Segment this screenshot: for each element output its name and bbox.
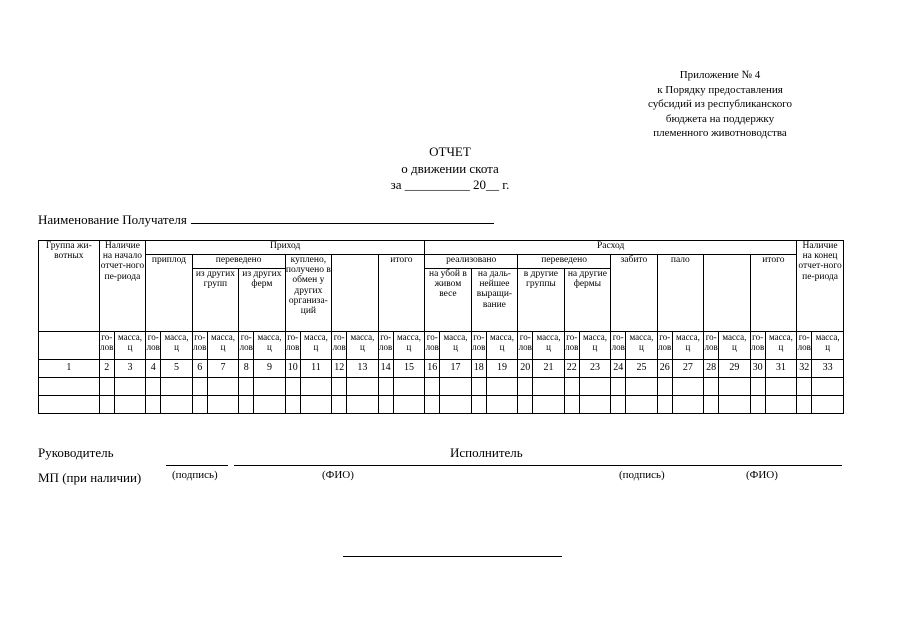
report-subtitle: о движении скота [401, 160, 499, 176]
header-expense: Расход [425, 241, 797, 255]
header-slaughtered: забито [611, 255, 657, 332]
data-cell[interactable] [719, 396, 750, 414]
data-cell[interactable] [518, 378, 533, 396]
annex-line: бюджета на поддержку [665, 112, 775, 125]
unit-mass-cell: масса, ц [300, 332, 331, 360]
data-cell[interactable] [533, 396, 564, 414]
data-cell[interactable] [99, 378, 114, 396]
data-cell[interactable] [114, 396, 145, 414]
header-transferred-out: переведено [518, 255, 611, 269]
column-number-cell: 31 [765, 360, 796, 378]
recipient-label: Наименование Получателя [38, 212, 187, 227]
data-cell[interactable] [254, 378, 285, 396]
data-cell[interactable] [300, 396, 331, 414]
data-cell[interactable] [471, 396, 486, 414]
data-cell[interactable] [765, 396, 796, 414]
unit-heads-cell: го-лов [518, 332, 533, 360]
bottom-line [343, 556, 562, 557]
column-number-cell: 25 [626, 360, 657, 378]
column-number-cell: 22 [564, 360, 579, 378]
unit-heads-cell: го-лов [239, 332, 254, 360]
column-number-cell: 23 [579, 360, 610, 378]
executor-label: Исполнитель [450, 445, 523, 460]
unit-heads-cell: го-лов [192, 332, 207, 360]
data-cell[interactable] [393, 396, 424, 414]
head-label: Руководитель [38, 445, 114, 460]
header-fallen: пало [657, 255, 703, 332]
column-number-cell: 33 [812, 360, 844, 378]
annex-line: субсидий из республиканского [648, 98, 792, 110]
unit-mass-cell: масса, ц [486, 332, 517, 360]
column-number-cell: 9 [254, 360, 285, 378]
report-title-block [300, 144, 600, 194]
data-cell[interactable] [672, 378, 703, 396]
data-cell[interactable] [300, 378, 331, 396]
data-cell[interactable] [393, 378, 424, 396]
header-group: Группа жи-вотных [39, 241, 100, 332]
column-number-cell: 20 [518, 360, 533, 378]
unit-mass-cell: масса, ц [161, 332, 192, 360]
data-cell[interactable] [161, 396, 192, 414]
unit-mass-cell: масса, ц [812, 332, 844, 360]
executor-fio-caption: (ФИО) [746, 469, 778, 481]
column-number-cell: 29 [719, 360, 750, 378]
unit-mass-cell: масса, ц [254, 332, 285, 360]
data-cell[interactable] [704, 378, 719, 396]
unit-mass-cell: масса, ц [440, 332, 471, 360]
data-cell[interactable] [750, 396, 765, 414]
data-cell[interactable] [332, 396, 347, 414]
data-cell[interactable] [611, 396, 626, 414]
data-cell[interactable] [486, 396, 517, 414]
header-income-blank [332, 255, 378, 332]
header-transferred-in: переведено [192, 255, 285, 269]
data-cell[interactable] [797, 396, 812, 414]
header-income: Приход [146, 241, 425, 255]
unit-heads-cell: го-лов [332, 332, 347, 360]
data-cell[interactable] [192, 396, 207, 414]
column-number-cell: 2 [99, 360, 114, 378]
data-row [39, 378, 844, 396]
annex-line: племенного животноводства [653, 127, 787, 139]
unit-heads-cell: го-лов [750, 332, 765, 360]
data-cell[interactable] [378, 396, 393, 414]
column-number-cell: 5 [161, 360, 192, 378]
column-number-cell: 14 [378, 360, 393, 378]
data-cell[interactable] [672, 396, 703, 414]
header-to-farms: на другие фермы [564, 269, 610, 332]
unit-heads-cell: го-лов [797, 332, 812, 360]
data-cell[interactable] [765, 378, 796, 396]
data-cell[interactable] [626, 378, 657, 396]
unit-mass-cell: масса, ц [347, 332, 378, 360]
header-row-2 [39, 255, 844, 269]
header-end: Наличие на конец отчет-ного пе-риода [797, 241, 844, 332]
header-expense-blank [704, 255, 750, 332]
data-cell[interactable] [719, 378, 750, 396]
units-row [39, 332, 844, 360]
data-cell[interactable] [146, 378, 161, 396]
data-cell[interactable] [39, 396, 100, 414]
data-cell[interactable] [39, 378, 100, 396]
executor-signature-caption: (подпись) [619, 469, 665, 481]
data-cell[interactable] [425, 396, 440, 414]
column-numbers-row [39, 360, 844, 378]
unit-heads-cell: го-лов [425, 332, 440, 360]
data-cell[interactable] [114, 378, 145, 396]
unit-heads-cell: го-лов [285, 332, 300, 360]
report-period: за __________ 20__ г. [390, 177, 510, 192]
column-number-cell: 17 [440, 360, 471, 378]
data-cell[interactable] [611, 378, 626, 396]
data-cell[interactable] [518, 396, 533, 414]
unit-heads-cell: го-лов [657, 332, 672, 360]
data-cell[interactable] [533, 378, 564, 396]
unit-mass-cell: масса, ц [207, 332, 238, 360]
unit-mass-cell: масса, ц [765, 332, 796, 360]
unit-heads-cell: го-лов [99, 332, 114, 360]
data-cell[interactable] [579, 378, 610, 396]
column-number-cell: 24 [611, 360, 626, 378]
data-cell[interactable] [626, 396, 657, 414]
header-from-farms: из других ферм [239, 269, 285, 332]
column-number-cell: 3 [114, 360, 145, 378]
data-cell[interactable] [579, 396, 610, 414]
header-row-1 [39, 241, 844, 255]
unit-heads-cell: го-лов [378, 332, 393, 360]
unit-mass-cell: масса, ц [626, 332, 657, 360]
stamp-label: МП (при наличии) [38, 470, 142, 485]
column-number-cell: 27 [672, 360, 703, 378]
data-cell[interactable] [285, 396, 300, 414]
data-cell[interactable] [564, 396, 579, 414]
data-cell[interactable] [192, 378, 207, 396]
column-number-cell: 1 [39, 360, 100, 378]
column-number-cell: 6 [192, 360, 207, 378]
data-cell[interactable] [471, 378, 486, 396]
unit-heads-cell: го-лов [146, 332, 161, 360]
annex-line: к Порядку предоставления [657, 83, 783, 96]
column-number-cell: 16 [425, 360, 440, 378]
column-number-cell: 7 [207, 360, 238, 378]
header-sold: реализовано [425, 255, 518, 269]
column-number-cell: 10 [285, 360, 300, 378]
unit-mass-cell: масса, ц [533, 332, 564, 360]
header-offspring: приплод [146, 255, 192, 332]
data-cell[interactable] [657, 378, 672, 396]
data-cell[interactable] [332, 378, 347, 396]
column-number-cell: 21 [533, 360, 564, 378]
data-cell[interactable] [812, 396, 844, 414]
column-number-cell: 15 [393, 360, 424, 378]
unit-heads-cell: го-лов [704, 332, 719, 360]
data-cell[interactable] [207, 378, 238, 396]
header-slaughter: на убой в живом весе [425, 269, 471, 332]
data-cell[interactable] [161, 378, 192, 396]
header-from-groups: из других групп [192, 269, 238, 332]
head-fio-caption: (ФИО) [322, 469, 354, 481]
head-signature-caption: (подпись) [172, 469, 218, 481]
data-cell[interactable] [254, 396, 285, 414]
data-cell[interactable] [486, 378, 517, 396]
header-to-groups: в другие группы [518, 269, 564, 332]
column-number-cell: 19 [486, 360, 517, 378]
data-cell[interactable] [347, 396, 378, 414]
column-number-cell: 30 [750, 360, 765, 378]
head-signature-line[interactable] [166, 465, 228, 466]
column-number-cell: 12 [332, 360, 347, 378]
data-cell[interactable] [425, 378, 440, 396]
column-number-cell: 26 [657, 360, 672, 378]
header-start: Наличие на начало отчет-ного пе-риода [99, 241, 146, 332]
column-number-cell: 4 [146, 360, 161, 378]
unit-mass-cell: масса, ц [114, 332, 145, 360]
data-cell[interactable] [239, 396, 254, 414]
unit-mass-cell: масса, ц [672, 332, 703, 360]
unit-mass-cell: масса, ц [393, 332, 424, 360]
data-cell[interactable] [347, 378, 378, 396]
data-cell[interactable] [440, 378, 471, 396]
column-number-cell: 11 [300, 360, 331, 378]
header-further-raising: на даль-нейшее выращи-вание [471, 269, 517, 332]
data-row [39, 396, 844, 414]
signature-line[interactable] [234, 465, 842, 466]
data-cell[interactable] [239, 378, 254, 396]
data-cell[interactable] [440, 396, 471, 414]
recipient-row [38, 210, 494, 228]
unit-heads-cell: го-лов [611, 332, 626, 360]
unit-mass-cell: масса, ц [579, 332, 610, 360]
data-cell[interactable] [207, 396, 238, 414]
data-cell[interactable] [378, 378, 393, 396]
data-cell[interactable] [750, 378, 765, 396]
recipient-field[interactable] [191, 210, 494, 224]
annex-block [620, 68, 820, 141]
data-cell[interactable] [146, 396, 161, 414]
units-blank-cell [39, 332, 100, 360]
movement-table [38, 240, 844, 414]
column-number-cell: 18 [471, 360, 486, 378]
unit-mass-cell: масса, ц [719, 332, 750, 360]
data-cell[interactable] [285, 378, 300, 396]
data-cell[interactable] [704, 396, 719, 414]
header-expense-total: итого [750, 255, 797, 332]
data-cell[interactable] [812, 378, 844, 396]
unit-heads-cell: го-лов [564, 332, 579, 360]
data-cell[interactable] [657, 396, 672, 414]
header-purchased: куплено, получено в обмен у других организа-ций [285, 255, 331, 332]
header-income-total: итого [378, 255, 425, 332]
data-cell[interactable] [99, 396, 114, 414]
column-number-cell: 13 [347, 360, 378, 378]
unit-heads-cell: го-лов [471, 332, 486, 360]
data-cell[interactable] [564, 378, 579, 396]
column-number-cell: 32 [797, 360, 812, 378]
data-cell[interactable] [797, 378, 812, 396]
column-number-cell: 28 [704, 360, 719, 378]
report-title: ОТЧЕТ [429, 144, 471, 159]
column-number-cell: 8 [239, 360, 254, 378]
annex-line: Приложение № 4 [679, 69, 761, 81]
